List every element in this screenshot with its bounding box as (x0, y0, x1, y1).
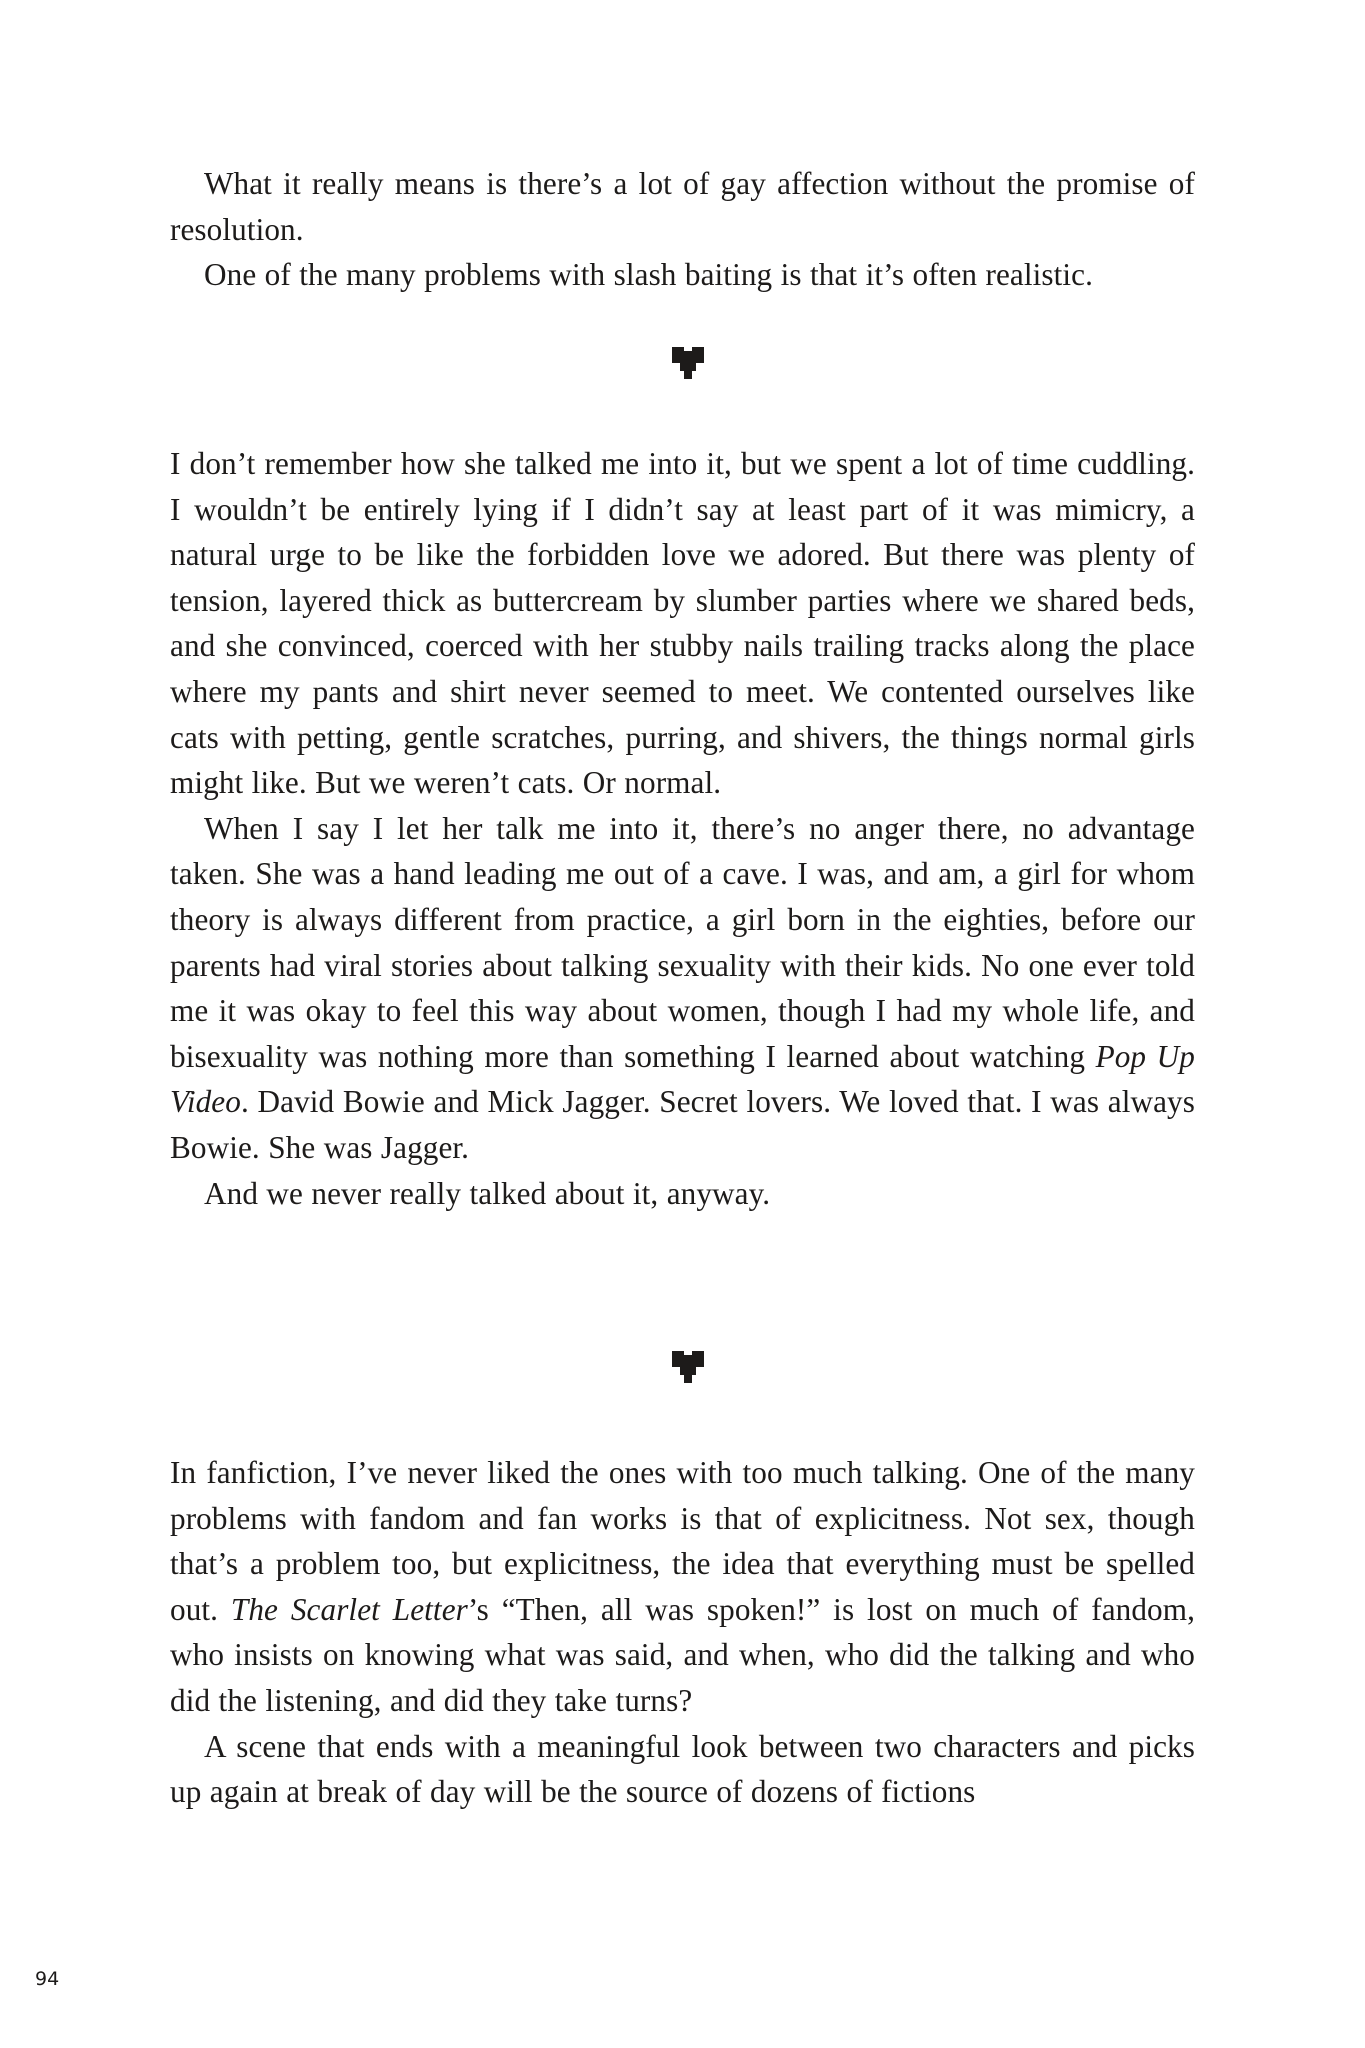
paragraph (170, 1450, 1195, 1724)
paragraph-text: ’s “Then, all was spoken!” is lost on much of fandom, who insists on knowing what was said, and when, who did the talking and who did the listening, and did they take turns? (170, 1591, 1195, 1718)
section-1 (170, 161, 1195, 298)
paragraph-text: When I say I let her talk me into it, there’s no anger there, no advantage taken. She was a hand leading me out of a cave. I was, and am, a girl for whom theory is always different from practice, a girl born in the eighties, before our parents had viral stories about talking sexuality with their kids. No one ever told me it was okay to feel this way about women, though I had my whole life, and bisexuality was nothing more than something I learned about watching (170, 810, 1195, 1074)
pixel-heart-icon (672, 1351, 704, 1383)
paragraph: A scene that ends with a meaningful look between two characters and picks up again at break of day will be the source of dozens of fictions (170, 1728, 1195, 1810)
pixel-heart-icon (672, 347, 704, 379)
italic-title: The Scarlet Letter (230, 1591, 468, 1627)
paragraph: I don’t remember how she talked me into it, but we spent a lot of time cuddling. I wouldn’t be entirely lying if I didn’t say at least part of it was mimicry, a natural urge to be like the forbidden love we adored. But there was plenty of tension, layered thick as buttercream by slumber parties where we shared beds, and she convinced, coerced with her stubby nails trailing tracks along the place where my pants and shirt never seemed to meet. We contented ourselves like cats with petting, gentle scratches, purring, and shivers, the things normal girls might like. But we weren’t cats. Or normal. (170, 446, 1195, 801)
section-3 (170, 1450, 1195, 1815)
paragraph: And we never really talked about it, anyway. (204, 1175, 771, 1211)
page-number: 94 (35, 1968, 60, 1990)
paragraph: What it really means is there’s a lot of gay affection without the promise of resolution. (170, 166, 1195, 247)
paragraph (170, 806, 1195, 1171)
paragraph-text: In fanfiction, I’ve never liked the ones with too much talking. One of the many problems with fandom and fan works is that of explicitness. Not sex, though that’s a problem too, but explicitness, the idea that everything must be spelled out. (170, 1455, 1195, 1627)
section-2 (170, 441, 1195, 1216)
paragraph: One of the many problems with slash baiting is that it’s often realistic. (204, 257, 1093, 293)
italic-title: Pop Up Video (170, 1038, 1195, 1120)
paragraph-text: . David Bowie and Mick Jagger. Secret lovers. We loved that. I was always Bowie. She was Jagger. (170, 1084, 1195, 1165)
